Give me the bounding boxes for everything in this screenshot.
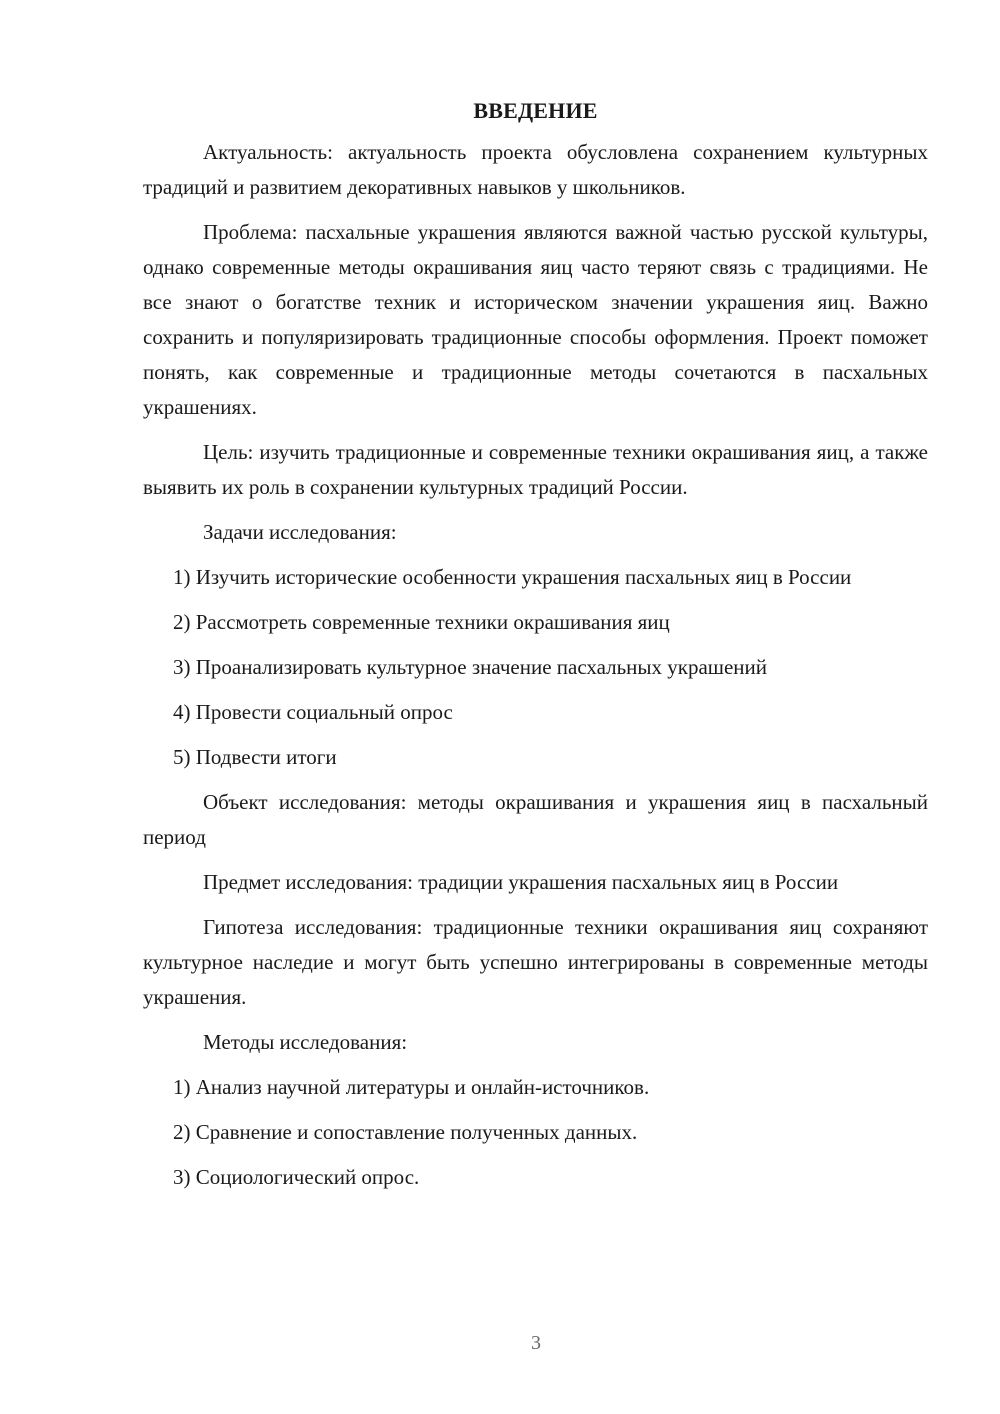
actuality-paragraph: Актуальность: актуальность проекта обусловлена сохранением культурных традиций и развитием декоративных навыков у школьников. [143,140,928,199]
section-title: ВВЕДЕНИЕ [473,98,598,123]
tasks-heading: Задачи исследования: [203,520,397,544]
object-paragraph: Объект исследования: методы окрашивания и украшения яиц в пасхальный период [143,790,928,849]
method-item-3: 3) Социологический опрос. [173,1165,420,1189]
task-item-4: 4) Провести социальный опрос [173,700,453,724]
method-item-2: 2) Сравнение и сопоставление полученных данных. [173,1120,638,1144]
method-item-1: 1) Анализ научной литературы и онлайн-источников. [173,1075,650,1099]
goal-paragraph: Цель: изучить традиционные и современные техники окрашивания яиц, а также выявить их роль в сохранении культурных традиций России. [143,440,928,499]
subject-paragraph: Предмет исследования: традиции украшения пасхальных яиц в России [203,870,839,894]
task-item-1: 1) Изучить исторические особенности украшения пасхальных яиц в России [173,565,852,589]
problem-paragraph: Проблема: пасхальные украшения являются важной частью русской культуры, однако современные методы окрашивания яиц часто теряют связь с традициями. Не все знают о богатстве техник и историческом значении украшения яиц. Важно сохранить и популяризировать традиционные способы оформления. Проект поможет понять, как современные и традиционные методы сочетаются в пасхальных украшениях. [143,220,928,419]
task-item-2: 2) Рассмотреть современные техники окрашивания яиц [173,610,670,634]
methods-heading: Методы исследования: [203,1030,408,1054]
hypothesis-paragraph: Гипотеза исследования: традиционные техники окрашивания яиц сохраняют культурное наследие и могут быть успешно интегрированы в современные методы украшения. [143,915,928,1009]
task-item-5: 5) Подвести итоги [173,745,337,769]
task-item-3: 3) Проанализировать культурное значение пасхальных украшений [173,655,768,679]
page-content [143,95,928,1205]
page-number: 3 [531,1332,541,1354]
